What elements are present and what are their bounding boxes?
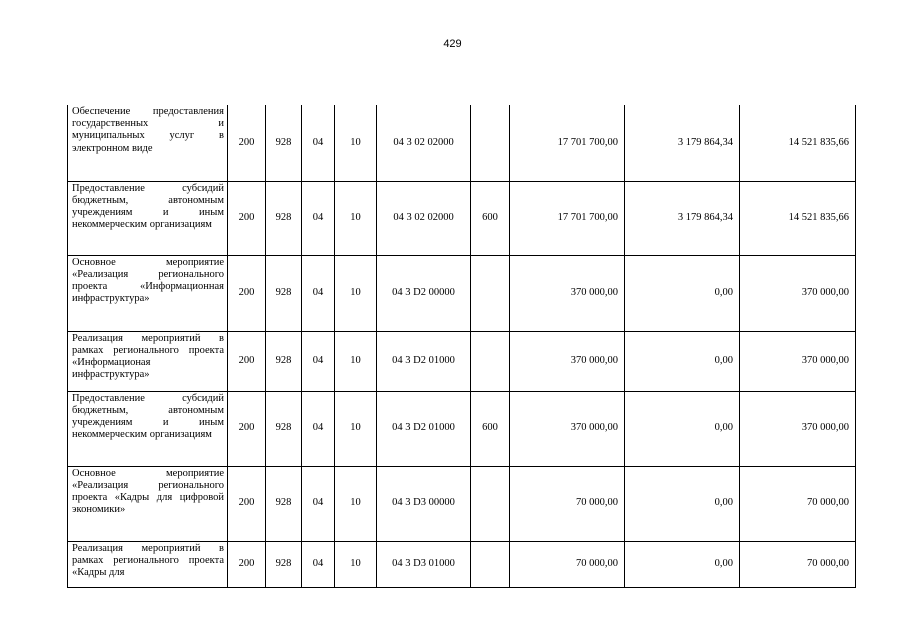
executed-amount-cell: 3 179 864,34: [625, 181, 740, 255]
expense-type-cell: [471, 255, 510, 331]
section-code-cell: 04: [302, 391, 335, 466]
ministry-code-cell: 928: [266, 255, 302, 331]
remaining-amount-cell: 370 000,00: [740, 255, 856, 331]
table-row: [68, 391, 856, 466]
expense-type-cell: [471, 331, 510, 391]
expense-item-name: Обеспечение предоставления государственных и муниципальных услуг в электронном виде: [68, 105, 228, 181]
admin-code-cell: 200: [228, 255, 266, 331]
planned-amount-cell: 70 000,00: [510, 541, 625, 587]
target-article-cell: 04 3 D3 01000: [377, 541, 471, 587]
target-article-cell: 04 3 D2 00000: [377, 255, 471, 331]
ministry-code-cell: 928: [266, 181, 302, 255]
target-article-cell: 04 3 02 02000: [377, 181, 471, 255]
subsection-code-cell: 10: [335, 255, 377, 331]
expense-item-name: Основное мероприятие «Реализация регионального проекта «Информационная инфраструктура»: [68, 255, 228, 331]
table-row: [68, 541, 856, 587]
expense-item-name: Реализация мероприятий в рамках регионального проекта «Кадры для: [68, 541, 228, 587]
ministry-code-cell: 928: [266, 541, 302, 587]
ministry-code-cell: 928: [266, 391, 302, 466]
table-row: [68, 255, 856, 331]
planned-amount-cell: 17 701 700,00: [510, 181, 625, 255]
section-code-cell: 04: [302, 181, 335, 255]
executed-amount-cell: 0,00: [625, 391, 740, 466]
section-code-cell: 04: [302, 466, 335, 541]
table-row: [68, 331, 856, 391]
admin-code-cell: 200: [228, 541, 266, 587]
subsection-code-cell: 10: [335, 331, 377, 391]
target-article-cell: 04 3 02 02000: [377, 105, 471, 181]
planned-amount-cell: 17 701 700,00: [510, 105, 625, 181]
expense-type-cell: [471, 541, 510, 587]
ministry-code-cell: 928: [266, 331, 302, 391]
expense-item-name: Предоставление субсидий бюджетным, автономным учреждениям и иным некоммерческим организациям: [68, 181, 228, 255]
executed-amount-cell: 0,00: [625, 331, 740, 391]
ministry-code-cell: 928: [266, 466, 302, 541]
planned-amount-cell: 370 000,00: [510, 391, 625, 466]
section-code-cell: 04: [302, 255, 335, 331]
remaining-amount-cell: 70 000,00: [740, 541, 856, 587]
admin-code-cell: 200: [228, 181, 266, 255]
remaining-amount-cell: 70 000,00: [740, 466, 856, 541]
budget-table: [67, 105, 856, 588]
section-code-cell: 04: [302, 331, 335, 391]
remaining-amount-cell: 370 000,00: [740, 331, 856, 391]
remaining-amount-cell: 370 000,00: [740, 391, 856, 466]
target-article-cell: 04 3 D2 01000: [377, 331, 471, 391]
executed-amount-cell: 0,00: [625, 466, 740, 541]
expense-type-cell: [471, 466, 510, 541]
executed-amount-cell: 0,00: [625, 255, 740, 331]
expense-item-name: Реализация мероприятий в рамках регионального проекта «Информационая инфраструктура»: [68, 331, 228, 391]
table-row: [68, 181, 856, 255]
planned-amount-cell: 370 000,00: [510, 331, 625, 391]
section-code-cell: 04: [302, 541, 335, 587]
admin-code-cell: 200: [228, 466, 266, 541]
expense-item-name: Предоставление субсидий бюджетным, автономным учреждениям и иным некоммерческим организациям: [68, 391, 228, 466]
expense-type-cell: [471, 105, 510, 181]
expense-item-name: Основное мероприятие «Реализация регионального проекта «Кадры для цифровой экономики»: [68, 466, 228, 541]
admin-code-cell: 200: [228, 391, 266, 466]
admin-code-cell: 200: [228, 331, 266, 391]
table-row: [68, 105, 856, 181]
remaining-amount-cell: 14 521 835,66: [740, 105, 856, 181]
expense-type-cell: 600: [471, 391, 510, 466]
expense-type-cell: 600: [471, 181, 510, 255]
subsection-code-cell: 10: [335, 391, 377, 466]
executed-amount-cell: 0,00: [625, 541, 740, 587]
subsection-code-cell: 10: [335, 105, 377, 181]
subsection-code-cell: 10: [335, 181, 377, 255]
admin-code-cell: 200: [228, 105, 266, 181]
target-article-cell: 04 3 D2 01000: [377, 391, 471, 466]
page-number: 429: [443, 38, 462, 50]
remaining-amount-cell: 14 521 835,66: [740, 181, 856, 255]
subsection-code-cell: 10: [335, 466, 377, 541]
section-code-cell: 04: [302, 105, 335, 181]
subsection-code-cell: 10: [335, 541, 377, 587]
planned-amount-cell: 370 000,00: [510, 255, 625, 331]
ministry-code-cell: 928: [266, 105, 302, 181]
executed-amount-cell: 3 179 864,34: [625, 105, 740, 181]
table-row: [68, 466, 856, 541]
planned-amount-cell: 70 000,00: [510, 466, 625, 541]
target-article-cell: 04 3 D3 00000: [377, 466, 471, 541]
